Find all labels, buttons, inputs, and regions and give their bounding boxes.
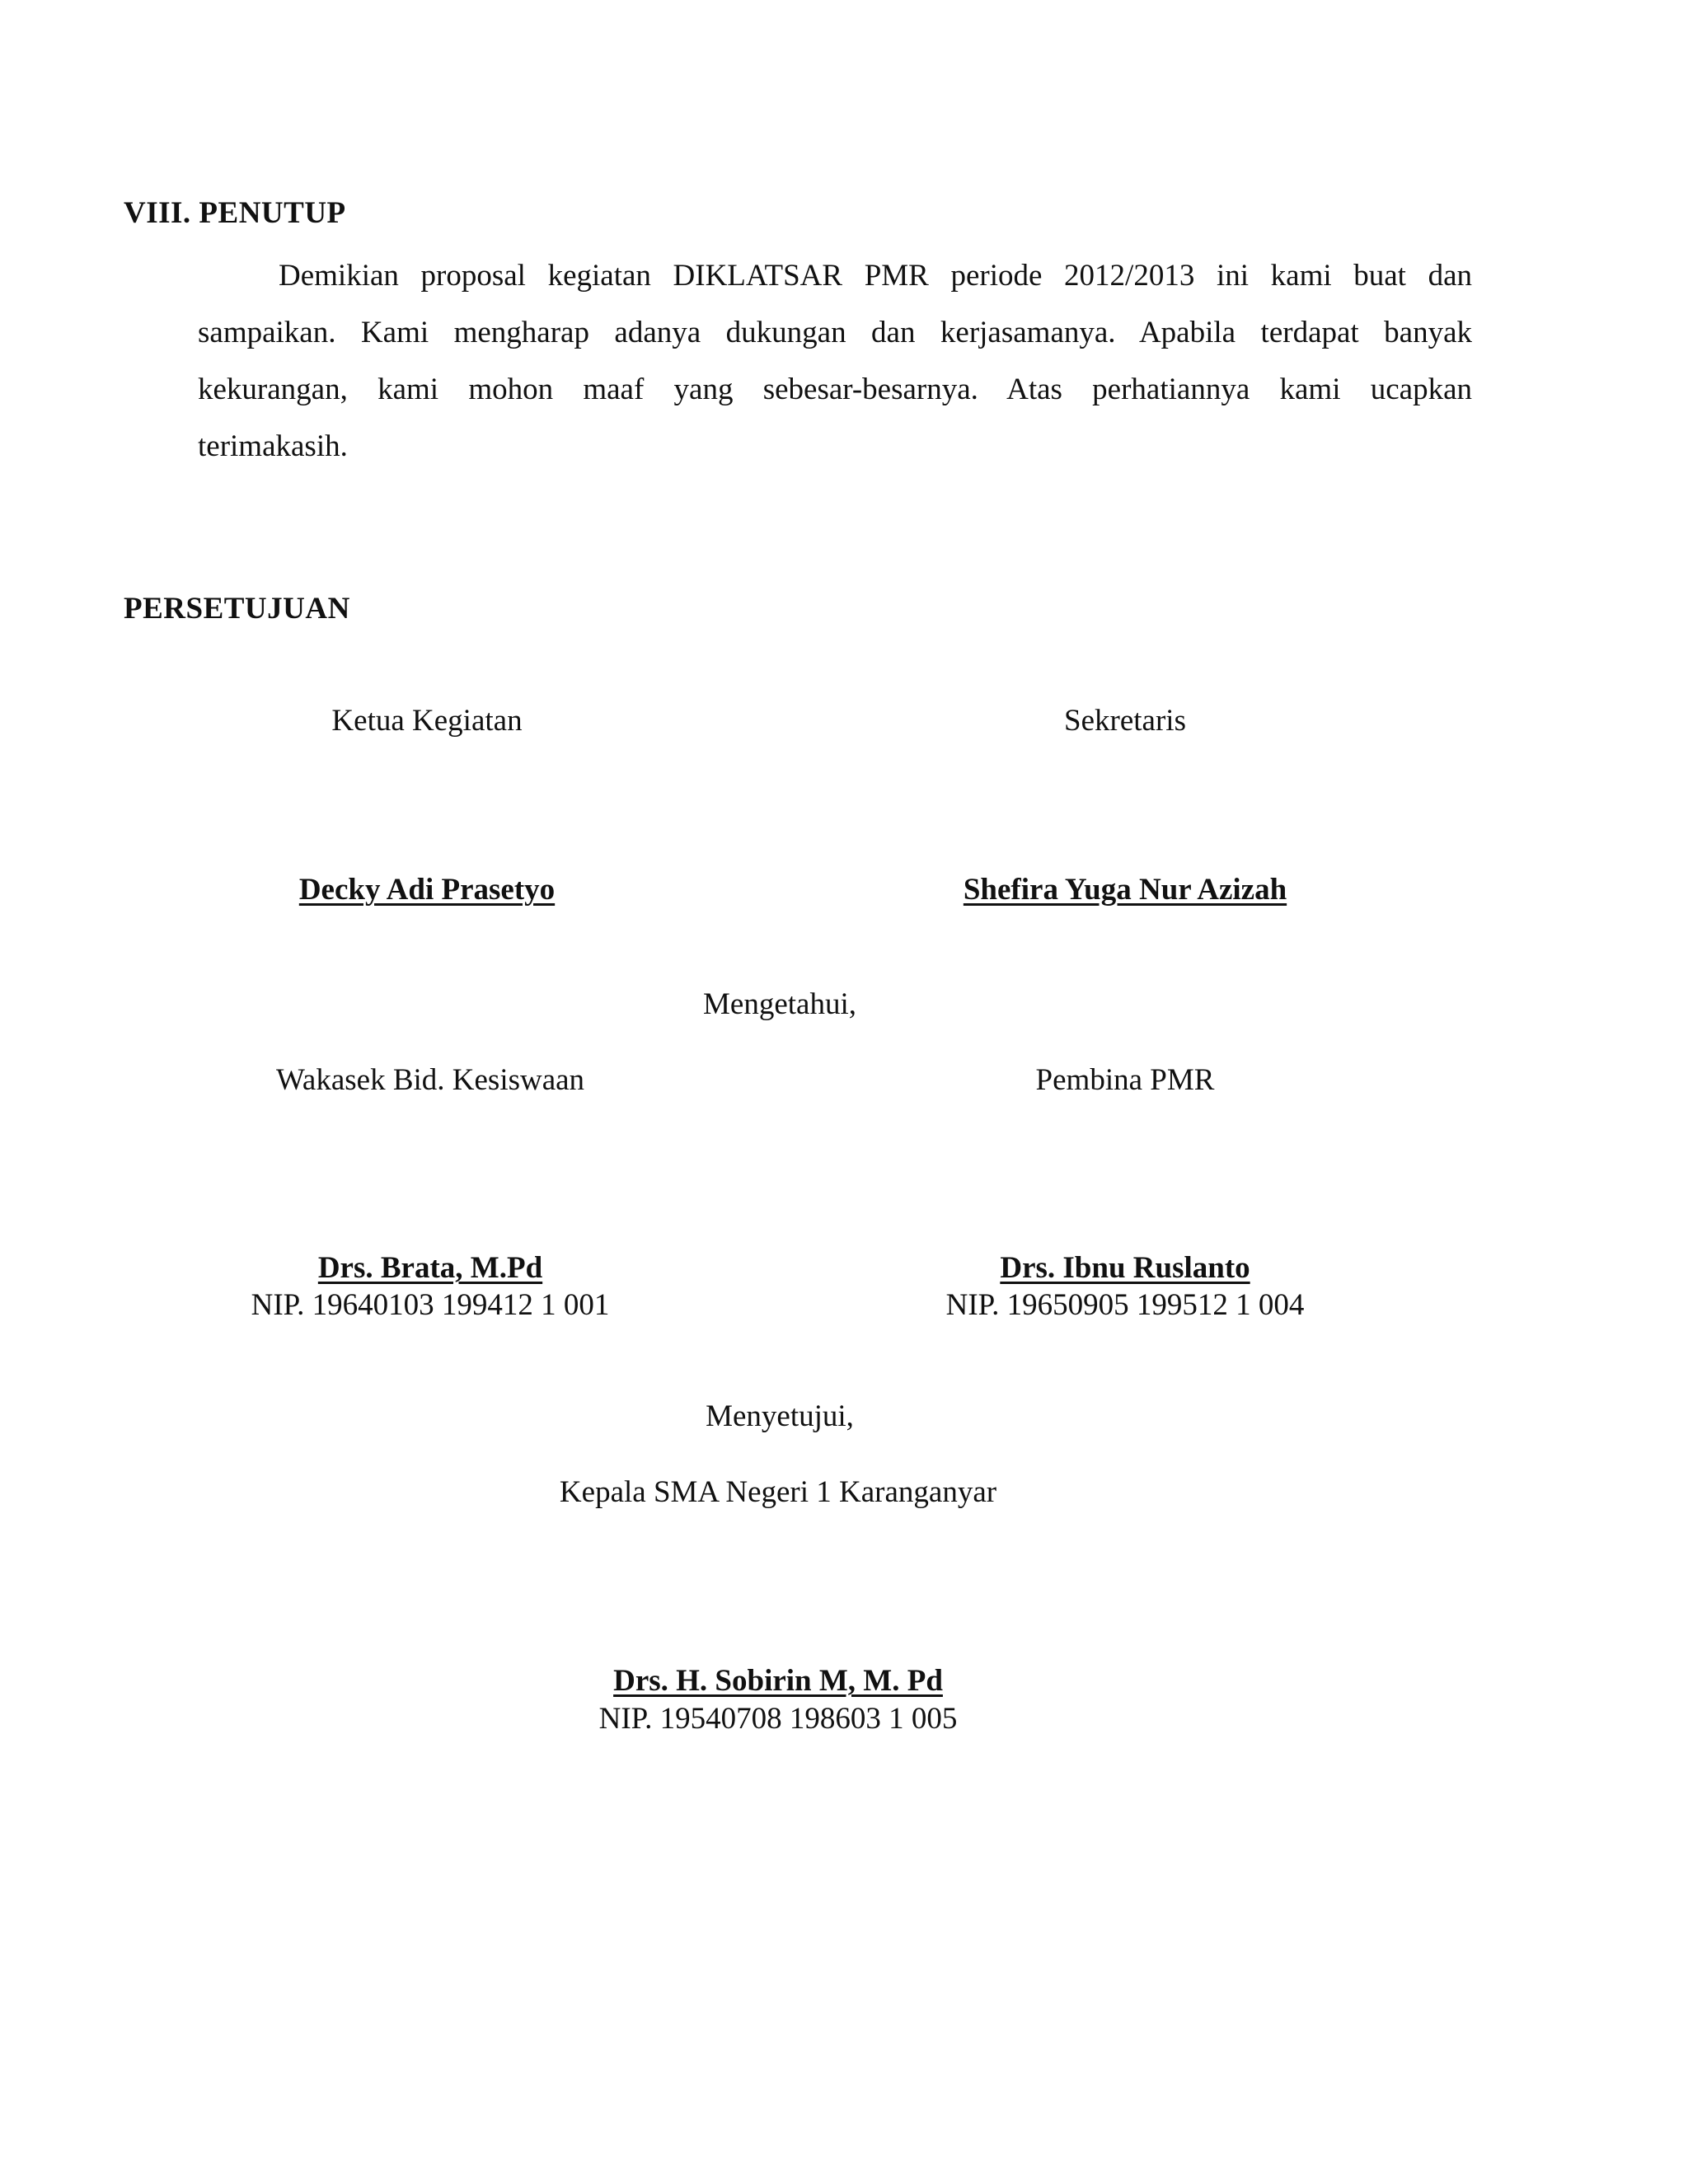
approved-label: Menyetujui, (706, 1399, 854, 1433)
secretary-name: Shefira Yuga Nur Azizah (963, 873, 1287, 907)
secretary-role: Sekretaris (1064, 704, 1186, 738)
principal-nip: NIP. 19540708 198603 1 005 (598, 1702, 958, 1736)
advisor-nip: NIP. 19650905 199512 1 004 (945, 1288, 1305, 1322)
advisor-role: Pembina PMR (1035, 1063, 1215, 1097)
vice-principal-role: Wakasek Bid. Kesiswaan (275, 1063, 585, 1097)
acknowledged-label: Mengetahui, (703, 987, 856, 1021)
vice-principal-name: Drs. Brata, M.Pd (317, 1251, 543, 1285)
section-heading-approval: PERSETUJUAN (124, 592, 350, 626)
principal-name: Drs. H. Sobirin M, M. Pd (613, 1664, 943, 1698)
section-heading-closing: VIII. PENUTUP (124, 196, 346, 230)
advisor-name: Drs. Ibnu Ruslanto (1000, 1251, 1250, 1285)
chair-name: Decky Adi Prasetyo (298, 873, 556, 907)
vice-principal-nip: NIP. 19640103 199412 1 001 (251, 1288, 610, 1322)
chair-role: Ketua Kegiatan (331, 704, 523, 738)
closing-paragraph: Demikian proposal kegiatan DIKLATSAR PMR periode 2012/2013 ini kami buat dan sampaikan. Kami mengharap adanya dukungan dan kerjasamanya. Apabila terdapat banyak kekurangan, kami mohon maaf yang sebesar-besarnya. Atas perhatiannya kami ucapkan terimakasih. (198, 259, 1472, 463)
principal-role: Kepala SMA Negeri 1 Karanganyar (559, 1475, 997, 1509)
